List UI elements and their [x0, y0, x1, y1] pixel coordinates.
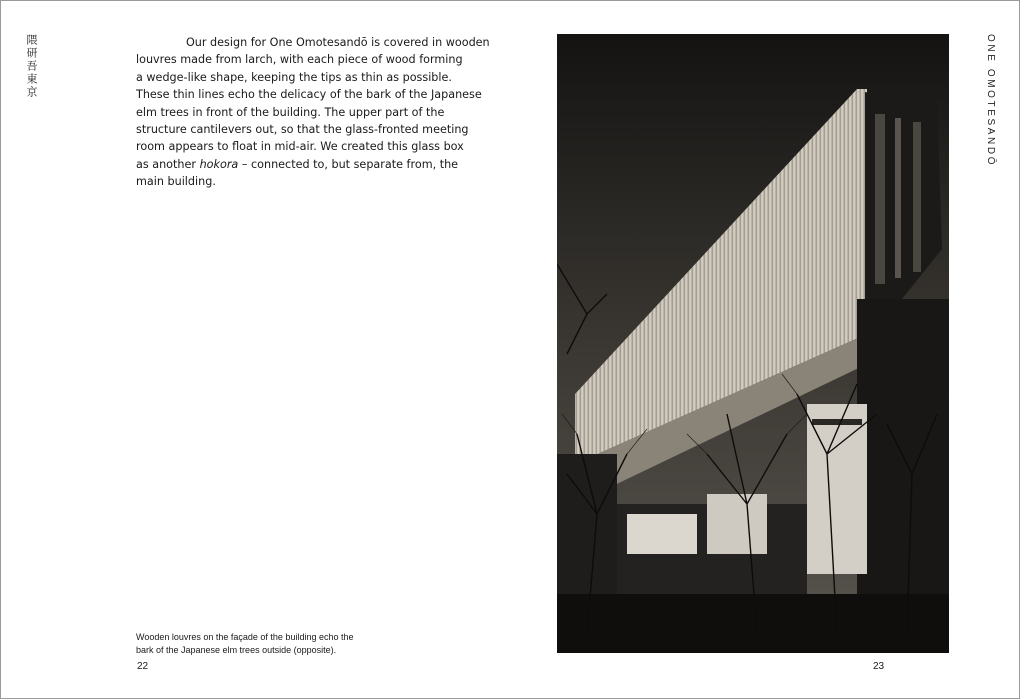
caption-line: bark of the Japanese elm trees outside (opposite). — [136, 644, 337, 655]
body-line: structure cantilevers out, so that the glass-fronted meeting — [136, 123, 469, 137]
chapter-title-vertical: ONE OMOTESANDŌ — [985, 34, 996, 168]
body-line: louvres made from larch, with each piece of wood forming — [136, 53, 463, 67]
body-text-fragment: as another — [136, 157, 200, 171]
body-line: These thin lines echo the delicacy of the bark of the Japanese — [136, 88, 482, 102]
page-number-left: 22 — [137, 661, 149, 672]
caption-line: Wooden louvres on the façade of the building echo the — [136, 632, 354, 642]
building-photo — [557, 34, 949, 653]
italic-term: hokora — [199, 157, 239, 171]
body-line: a wedge-like shape, keeping the tips as thin as possible. — [136, 70, 452, 84]
body-line: Our design for One Omotesandō is covered in wooden — [186, 36, 490, 49]
photo-caption — [136, 631, 396, 656]
photo-illustration — [557, 34, 949, 653]
body-line: elm trees in front of the building. The upper part of the — [136, 105, 445, 119]
body-line — [136, 156, 476, 173]
japanese-vertical-heading: 隈研吾東京 — [25, 34, 38, 99]
body-text-fragment: – connected to, but separate from, the — [238, 157, 459, 171]
body-paragraph — [136, 34, 490, 191]
body-line: room appears to float in mid-air. We created this glass box — [136, 140, 464, 154]
page-number-right: 23 — [873, 661, 885, 672]
body-line: main building. — [136, 175, 216, 189]
